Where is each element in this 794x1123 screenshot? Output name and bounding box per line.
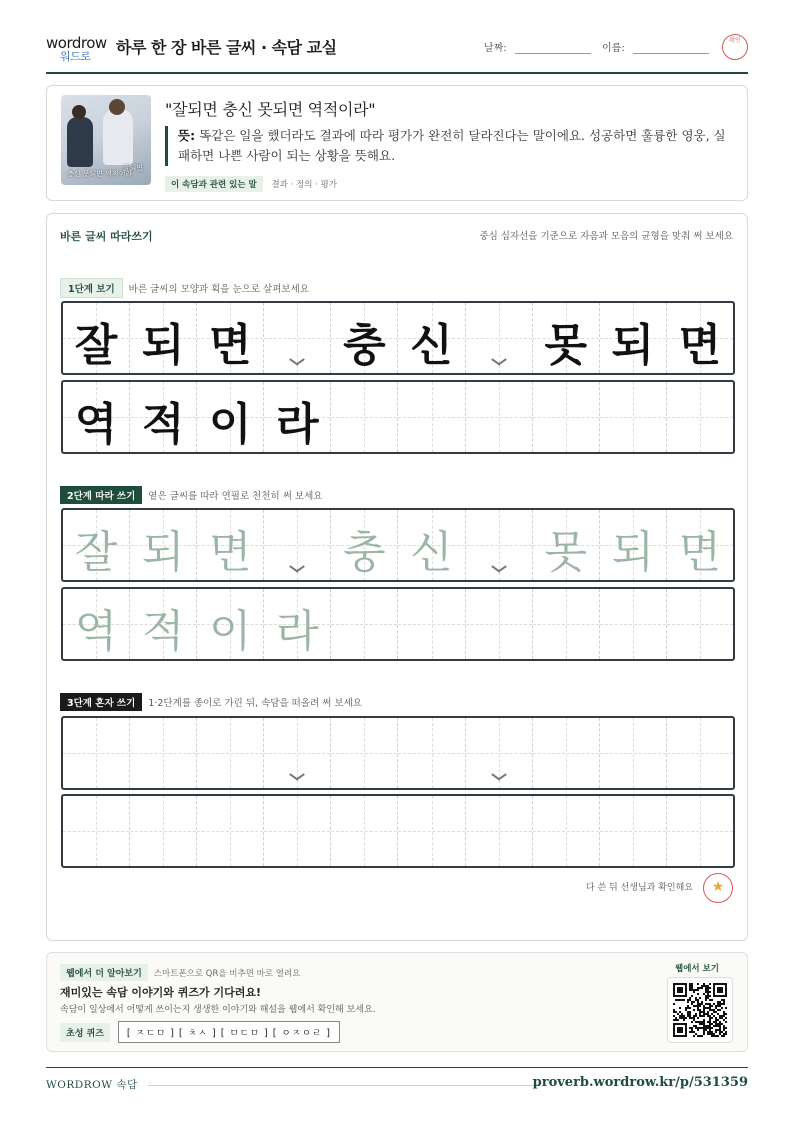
step3-label: 3단계 혼자 쓰기 bbox=[60, 693, 142, 711]
grid-cell[interactable] bbox=[331, 796, 398, 866]
grid-cell[interactable] bbox=[466, 589, 533, 659]
grid-cell bbox=[667, 303, 733, 373]
grid-cell[interactable] bbox=[600, 796, 667, 866]
trace-character: 잘 bbox=[74, 527, 118, 578]
grid-cell[interactable] bbox=[331, 718, 398, 788]
footer-brand: WORDROW 속담 bbox=[46, 1079, 138, 1091]
grid-cell[interactable] bbox=[667, 718, 733, 788]
grid-cell bbox=[63, 382, 130, 452]
space-mark-icon bbox=[493, 359, 505, 367]
grid-cell[interactable] bbox=[197, 718, 264, 788]
grid-cell[interactable] bbox=[63, 718, 130, 788]
grid-cell bbox=[466, 382, 533, 452]
grid-cell[interactable] bbox=[398, 510, 465, 580]
grid-cell[interactable] bbox=[600, 589, 667, 659]
model-character: 신 bbox=[410, 320, 453, 371]
check-stamp-text: 확인 bbox=[729, 37, 741, 44]
grid-cell[interactable] bbox=[197, 796, 264, 866]
model-character: 이 bbox=[208, 399, 252, 450]
space-mark-icon bbox=[291, 359, 303, 367]
related-words bbox=[165, 176, 337, 192]
grid-cell bbox=[667, 382, 733, 452]
grid-cell[interactable] bbox=[600, 510, 667, 580]
star-stamp-icon bbox=[703, 873, 733, 903]
model-character: 충 bbox=[343, 320, 386, 371]
grid-cell[interactable] bbox=[667, 510, 733, 580]
step2-desc: 옅은 글씨를 따라 연필로 천천히 써 보세요 bbox=[148, 491, 323, 502]
figure-right bbox=[103, 109, 133, 165]
grid-cell[interactable] bbox=[264, 718, 331, 788]
step3-row-1[interactable] bbox=[61, 716, 735, 790]
trace-character: 적 bbox=[141, 606, 185, 657]
grid-cell bbox=[600, 382, 667, 452]
step1-header bbox=[60, 278, 309, 298]
worksheet-header bbox=[46, 30, 748, 74]
grid-cell[interactable] bbox=[130, 589, 197, 659]
proverb-illustration bbox=[61, 95, 151, 185]
step2-row-1[interactable] bbox=[61, 508, 735, 582]
trace-character: 되 bbox=[141, 527, 185, 578]
model-character: 적 bbox=[141, 399, 185, 450]
grid-cell[interactable] bbox=[533, 510, 600, 580]
practice-section bbox=[46, 213, 748, 941]
grid-cell bbox=[466, 303, 533, 373]
grid-cell bbox=[398, 382, 465, 452]
check-stamp-icon bbox=[722, 34, 748, 60]
grid-cell[interactable] bbox=[264, 510, 331, 580]
grid-cell[interactable] bbox=[533, 796, 600, 866]
footer-rule bbox=[148, 1085, 540, 1086]
logo-wordmark: wordrow bbox=[46, 34, 107, 52]
grid-cell bbox=[197, 382, 264, 452]
trace-character: 면 bbox=[678, 527, 722, 578]
trace-character: 라 bbox=[276, 606, 319, 657]
trace-character: 역 bbox=[74, 606, 118, 657]
web-headline: 재미있는 속담 이야기와 퀴즈가 기다려요! bbox=[60, 986, 261, 999]
model-character: 면 bbox=[678, 320, 722, 371]
wordrow-logo bbox=[46, 34, 108, 64]
grid-cell[interactable] bbox=[667, 796, 733, 866]
grid-cell bbox=[600, 303, 667, 373]
step1-row-2 bbox=[61, 380, 735, 454]
figure-right-head bbox=[109, 99, 125, 115]
name-field bbox=[602, 39, 709, 54]
web-tag-desc: 스마트폰으로 QR을 비추면 바로 열려요 bbox=[153, 969, 301, 979]
page-title: 하루 한 장 바른 글씨 · 속담 교실 bbox=[116, 38, 337, 57]
grid-cell[interactable] bbox=[264, 589, 331, 659]
practice-hint: 중심 십자선을 기준으로 자음과 모음의 균형을 맞춰 써 보세요 bbox=[479, 231, 733, 242]
trace-character: 신 bbox=[410, 527, 453, 578]
grid-cell bbox=[197, 303, 264, 373]
model-character: 라 bbox=[276, 399, 319, 450]
step1-desc: 바른 글씨의 모양과 획을 눈으로 살펴보세요 bbox=[128, 284, 309, 295]
model-character: 못 bbox=[544, 320, 587, 371]
web-tag: 웹에서 더 알아보기 bbox=[60, 964, 148, 981]
space-mark-icon bbox=[493, 774, 505, 782]
model-character: 잘 bbox=[74, 320, 118, 371]
step3-desc: 1·2단계를 종이로 가린 뒤, 속담을 떠올려 써 보세요 bbox=[148, 698, 362, 709]
figure-left bbox=[67, 117, 93, 167]
quiz-value: [ ㅈㄷㅁ ] [ ㅊㅅ ] [ ㅁㄷㅁ ] [ ㅇㅈㅇㄹ ] bbox=[118, 1021, 340, 1043]
grid-cell bbox=[533, 303, 600, 373]
space-mark-icon bbox=[291, 774, 303, 782]
grid-cell[interactable] bbox=[130, 796, 197, 866]
trace-character: 되 bbox=[611, 527, 655, 578]
grid-cell[interactable] bbox=[130, 510, 197, 580]
trace-character: 면 bbox=[208, 527, 252, 578]
step1-label: 1단계 보기 bbox=[60, 278, 123, 298]
meaning-text: 똑같은 일을 했더라도 결과에 따라 평가가 완전히 달라진다는 말이에요. 성공하면 훌륭한 영웅, 실패하면 나쁜 사람이 되는 상황을 뜻해요. bbox=[178, 128, 726, 163]
grid-cell[interactable] bbox=[63, 796, 130, 866]
trace-character: 충 bbox=[343, 527, 386, 578]
illustration-caption-top: 잘되면 bbox=[122, 164, 143, 172]
grid-cell bbox=[331, 382, 398, 452]
trace-character: 못 bbox=[544, 527, 587, 578]
step2-label: 2단계 따라 쓰기 bbox=[60, 486, 142, 504]
grid-cell[interactable] bbox=[63, 510, 130, 580]
grid-cell[interactable] bbox=[667, 589, 733, 659]
web-description: 속담이 일상에서 어떻게 쓰이는지 생생한 이야기와 해설을 웹에서 확인해 보세요. bbox=[60, 1005, 376, 1015]
page-footer bbox=[46, 1067, 748, 1097]
grid-cell[interactable] bbox=[466, 510, 533, 580]
grid-cell bbox=[130, 303, 197, 373]
grid-cell bbox=[533, 382, 600, 452]
grid-cell[interactable] bbox=[130, 718, 197, 788]
grid-cell bbox=[130, 382, 197, 452]
grid-cell[interactable] bbox=[533, 718, 600, 788]
star-stamp-glyph: ★ bbox=[711, 879, 725, 895]
model-character: 되 bbox=[611, 320, 655, 371]
trace-character: 이 bbox=[208, 606, 252, 657]
web-tag-row bbox=[60, 964, 300, 981]
proverb-text: "잘되면 충신 못되면 역적이라" bbox=[165, 100, 376, 119]
step2-header bbox=[60, 486, 322, 504]
grid-cell bbox=[264, 303, 331, 373]
step2-row-2[interactable] bbox=[61, 587, 735, 661]
grid-cell[interactable] bbox=[197, 589, 264, 659]
space-mark-icon bbox=[493, 566, 505, 574]
name-label: 이름: bbox=[602, 43, 625, 54]
grid-cell bbox=[398, 303, 465, 373]
related-list: 결과 · 정의 · 평가 bbox=[271, 180, 337, 190]
grid-cell[interactable] bbox=[398, 589, 465, 659]
initial-quiz bbox=[60, 1021, 340, 1043]
date-field bbox=[484, 39, 591, 54]
step3-row-2[interactable] bbox=[61, 794, 735, 868]
date-label: 날짜: bbox=[484, 43, 507, 54]
model-character: 면 bbox=[208, 320, 252, 371]
grid-cell[interactable] bbox=[63, 589, 130, 659]
teacher-check-text: 다 쓴 뒤 선생님과 확인해요 bbox=[585, 883, 693, 893]
grid-cell[interactable] bbox=[398, 718, 465, 788]
space-mark-icon bbox=[291, 566, 303, 574]
model-character: 역 bbox=[74, 399, 118, 450]
date-line bbox=[515, 44, 591, 54]
grid-cell[interactable] bbox=[466, 796, 533, 866]
grid-cell[interactable] bbox=[264, 796, 331, 866]
practice-title: 바른 글씨 따라쓰기 bbox=[60, 230, 153, 243]
proverb-meaning bbox=[165, 126, 735, 166]
grid-cell bbox=[331, 303, 398, 373]
grid-cell bbox=[264, 382, 331, 452]
logo-korean: 워드로 bbox=[60, 50, 91, 63]
grid-cell[interactable] bbox=[600, 718, 667, 788]
web-promo-box bbox=[46, 952, 748, 1052]
related-label: 이 속담과 관련 있는 말 bbox=[165, 176, 263, 192]
grid-cell[interactable] bbox=[331, 589, 398, 659]
qr-code-graphic bbox=[673, 983, 727, 1037]
footer-url[interactable]: proverb.wordrow.kr/p/531359 bbox=[532, 1075, 748, 1090]
grid-cell[interactable] bbox=[466, 718, 533, 788]
proverb-card bbox=[46, 85, 748, 201]
grid-cell[interactable] bbox=[533, 589, 600, 659]
name-line bbox=[633, 44, 709, 54]
grid-cell[interactable] bbox=[331, 510, 398, 580]
meaning-label: 뜻: bbox=[178, 128, 196, 143]
illustration-caption-bottom: 충신 못되면 역적이라 bbox=[67, 170, 133, 178]
qr-label: 웹에서 보기 bbox=[674, 964, 719, 974]
grid-cell[interactable] bbox=[197, 510, 264, 580]
step1-row-1 bbox=[61, 301, 735, 375]
quiz-label: 초성 퀴즈 bbox=[60, 1023, 110, 1042]
grid-cell bbox=[63, 303, 130, 373]
grid-cell[interactable] bbox=[398, 796, 465, 866]
step3-header bbox=[60, 693, 362, 711]
model-character: 되 bbox=[141, 320, 185, 371]
qr-code-icon[interactable] bbox=[667, 977, 733, 1043]
figure-left-head bbox=[72, 105, 86, 119]
